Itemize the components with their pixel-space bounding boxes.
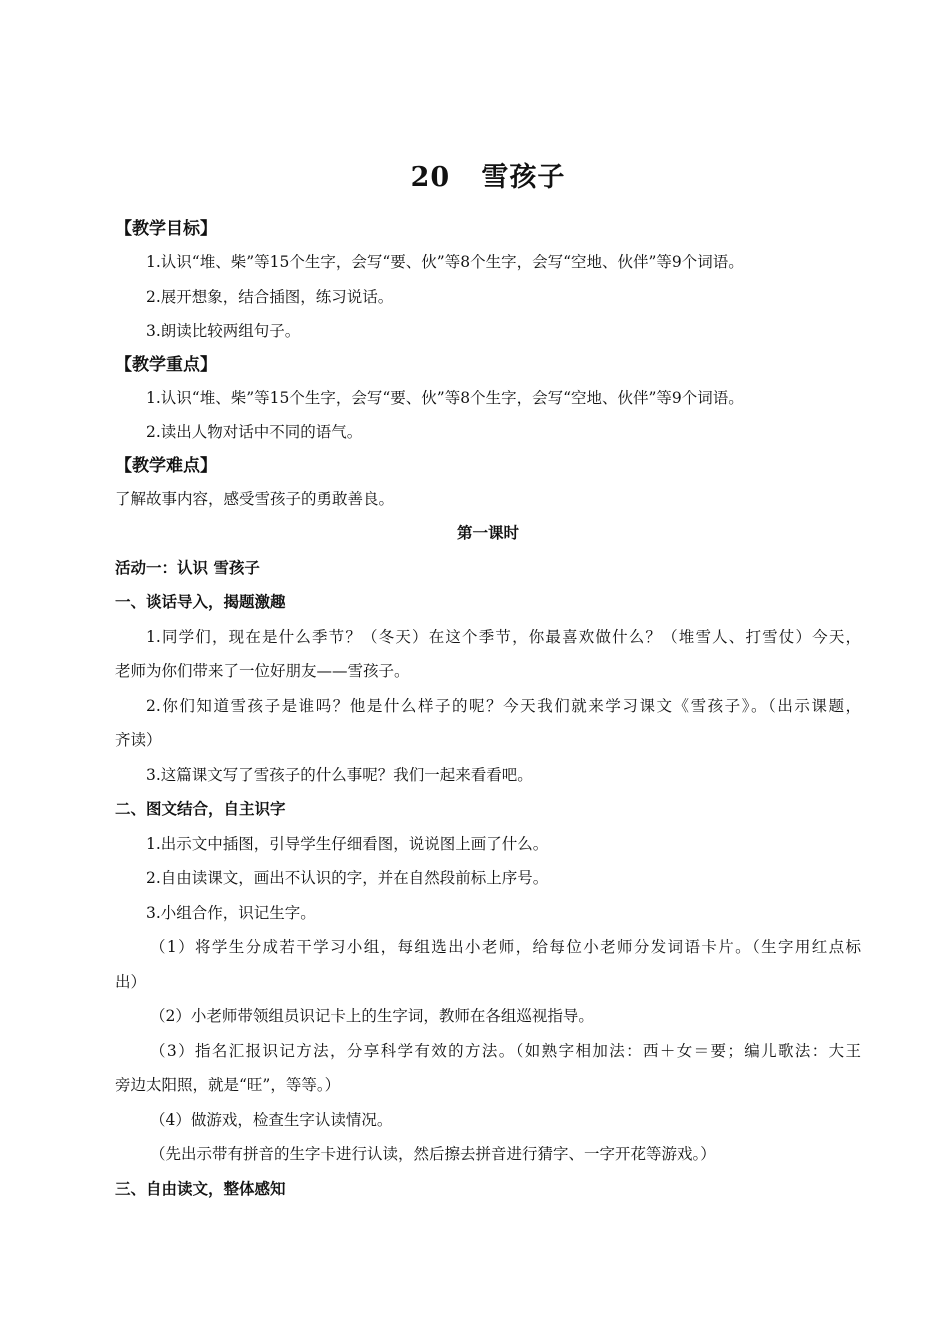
section-heading-goals: 【教学目标】	[115, 219, 217, 239]
section-heading-focus: 【教学重点】	[115, 354, 217, 375]
part2-step-3-line-1: （3）指名汇报识记方法，分享科学有效的方法。（如熟字相加法：西＋女＝要；编儿歌法：大王	[150, 1041, 861, 1060]
page-title: 20 雪孩子	[410, 162, 566, 193]
part1-paragraph-1-line-1: 1.同学们，现在是什么季节？（冬天）在这个季节，你最喜欢做什么？（堆雪人、打雪仗）今天，	[146, 627, 861, 646]
part1-heading: 一、谈话导入，揭题激趣	[115, 592, 286, 611]
part2-paragraph-1: 1.出示文中插图，引导学生仔细看图，说说图上画了什么。	[146, 834, 549, 853]
part2-step-5: （先出示带有拼音的生字卡进行认读，然后擦去拼音进行猜字、一字开花等游戏。）	[150, 1145, 716, 1163]
part3-heading: 三、自由读文，整体感知	[115, 1178, 286, 1198]
part2-step-1-line-2: 出）	[115, 972, 147, 991]
part2-paragraph-2: 2.自由读课文，画出不认识的字，并在自然段前标上序号。	[146, 869, 549, 887]
part2-heading: 二、图文结合，自主识字	[115, 799, 286, 818]
part1-paragraph-1-line-2: 老师为你们带来了一位好朋友——雪孩子。	[115, 662, 410, 680]
activity-title: 活动一：认识 雪孩子	[115, 557, 260, 577]
document-body	[115, 214, 861, 1206]
part2-step-2: （2）小老师带领组员识记卡上的生字词，教师在各组巡视指导。	[150, 1007, 594, 1025]
focus-item-2: 2.读出人物对话中不同的语气。	[146, 423, 363, 441]
goal-item-1: 1.认识“堆、柴”等15个生字，会写“要、伙”等8个生字，会写“空地、伙伴”等9个词语。	[146, 253, 744, 271]
part1-paragraph-2-line-2: 齐读）	[115, 731, 162, 749]
section-heading-difficulty: 【教学难点】	[115, 455, 217, 476]
part2-step-1-line-1: （1）将学生分成若干学习小组，每组选出小老师，给每位小老师分发词语卡片。（生字用红点标	[150, 938, 861, 956]
part2-step-4: （4）做游戏，检查生字认读情况。	[150, 1110, 393, 1129]
part2-step-3-line-2: 旁边太阳照，就是“旺”，等等。）	[115, 1076, 341, 1094]
part2-paragraph-3: 3.小组合作，识记生字。	[146, 903, 316, 922]
lesson-title: 第一课时	[456, 523, 519, 542]
goal-item-3: 3.朗读比较两组句子。	[146, 322, 301, 340]
goal-item-2: 2.展开想象，结合插图，练习说话。	[146, 287, 394, 306]
part1-paragraph-2-line-1: 2.你们知道雪孩子是谁吗？他是什么样子的呢？今天我们就来学习课文《雪孩子》。（出示课题，	[146, 696, 861, 715]
focus-item-1: 1.认识“堆、柴”等15个生字，会写“要、伙”等8个生字，会写“空地、伙伴”等9个词语。	[146, 388, 744, 407]
part1-paragraph-3: 3.这篇课文写了雪孩子的什么事呢？我们一起来看看吧。	[146, 765, 533, 784]
difficulty-text: 了解故事内容，感受雪孩子的勇敢善良。	[115, 489, 395, 508]
